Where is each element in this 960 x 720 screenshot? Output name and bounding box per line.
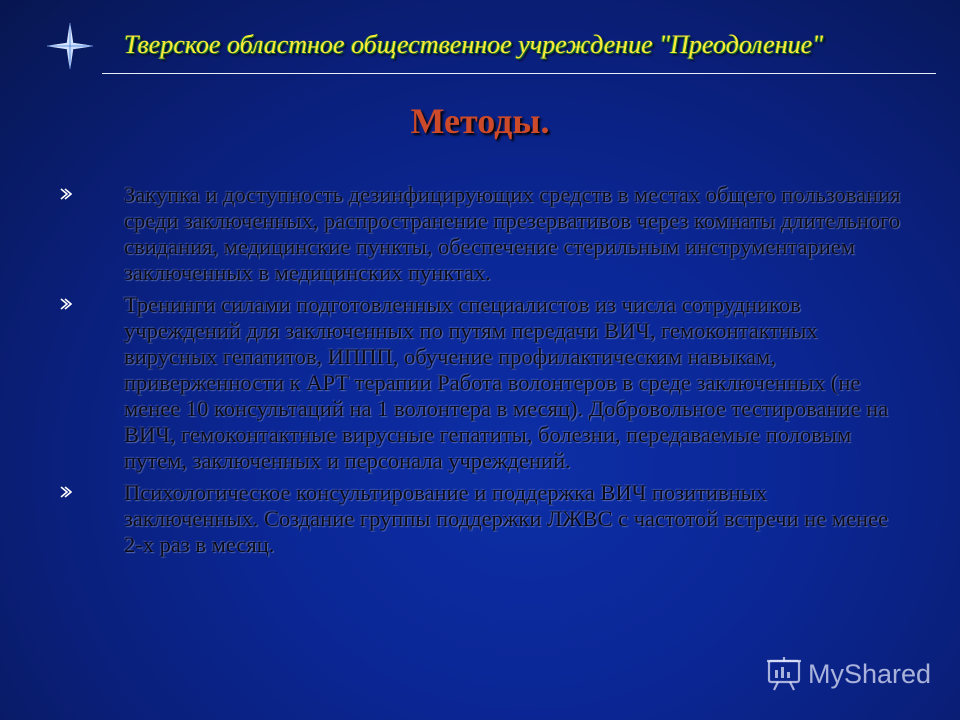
watermark-logo[interactable]	[766, 654, 931, 694]
bullet-text: Тренинги силами подготовленных специалистов из числа сотрудников учреждений для заключенных по путям передачи ВИЧ, гемоконтактных вирусных гепатитов, ИППП, обучение профилактическим навыкам, приверженности к АРТ терапии Работа волонтеров в среде заключенных (не менее 10 консультаций на 1 волонтера в месяц). Добровольное тестирование на ВИЧ, гемоконтактные вирусные гепатиты, болезни, передаваемые половым путем, заключенных и персонала учреждений.	[124, 292, 889, 473]
bullet-text: Закупка и доступность дезинфицирующих средств в местах общего пользования среди заключенных, распространение презервативов через комнаты длительного свидания, медицинские пункты, обеспечение стерильным инструментарием заключенных в медицинских пунктах.	[124, 182, 901, 285]
bullet-item	[56, 292, 906, 474]
header-title: Тверское областное общественное учреждение "Преодоление"	[124, 30, 824, 59]
bullet-text: Психологическое консультирование и поддержка ВИЧ позитивных заключенных. Создание группы поддержки ЛЖВС с частотой встречи не менее 2-х раз в месяц.	[124, 480, 889, 557]
arrow-bullet-icon	[60, 486, 72, 498]
header-divider	[102, 73, 936, 74]
four-point-star-icon	[46, 22, 94, 70]
arrow-bullet-icon	[60, 298, 72, 310]
bullet-list	[56, 182, 906, 564]
slide-title: Методы.	[410, 101, 550, 141]
watermark-text: MyShared	[808, 658, 932, 689]
arrow-bullet-icon	[60, 188, 72, 200]
bullet-item	[56, 182, 906, 286]
presentation-board-icon	[766, 656, 802, 692]
bullet-item	[56, 480, 906, 558]
